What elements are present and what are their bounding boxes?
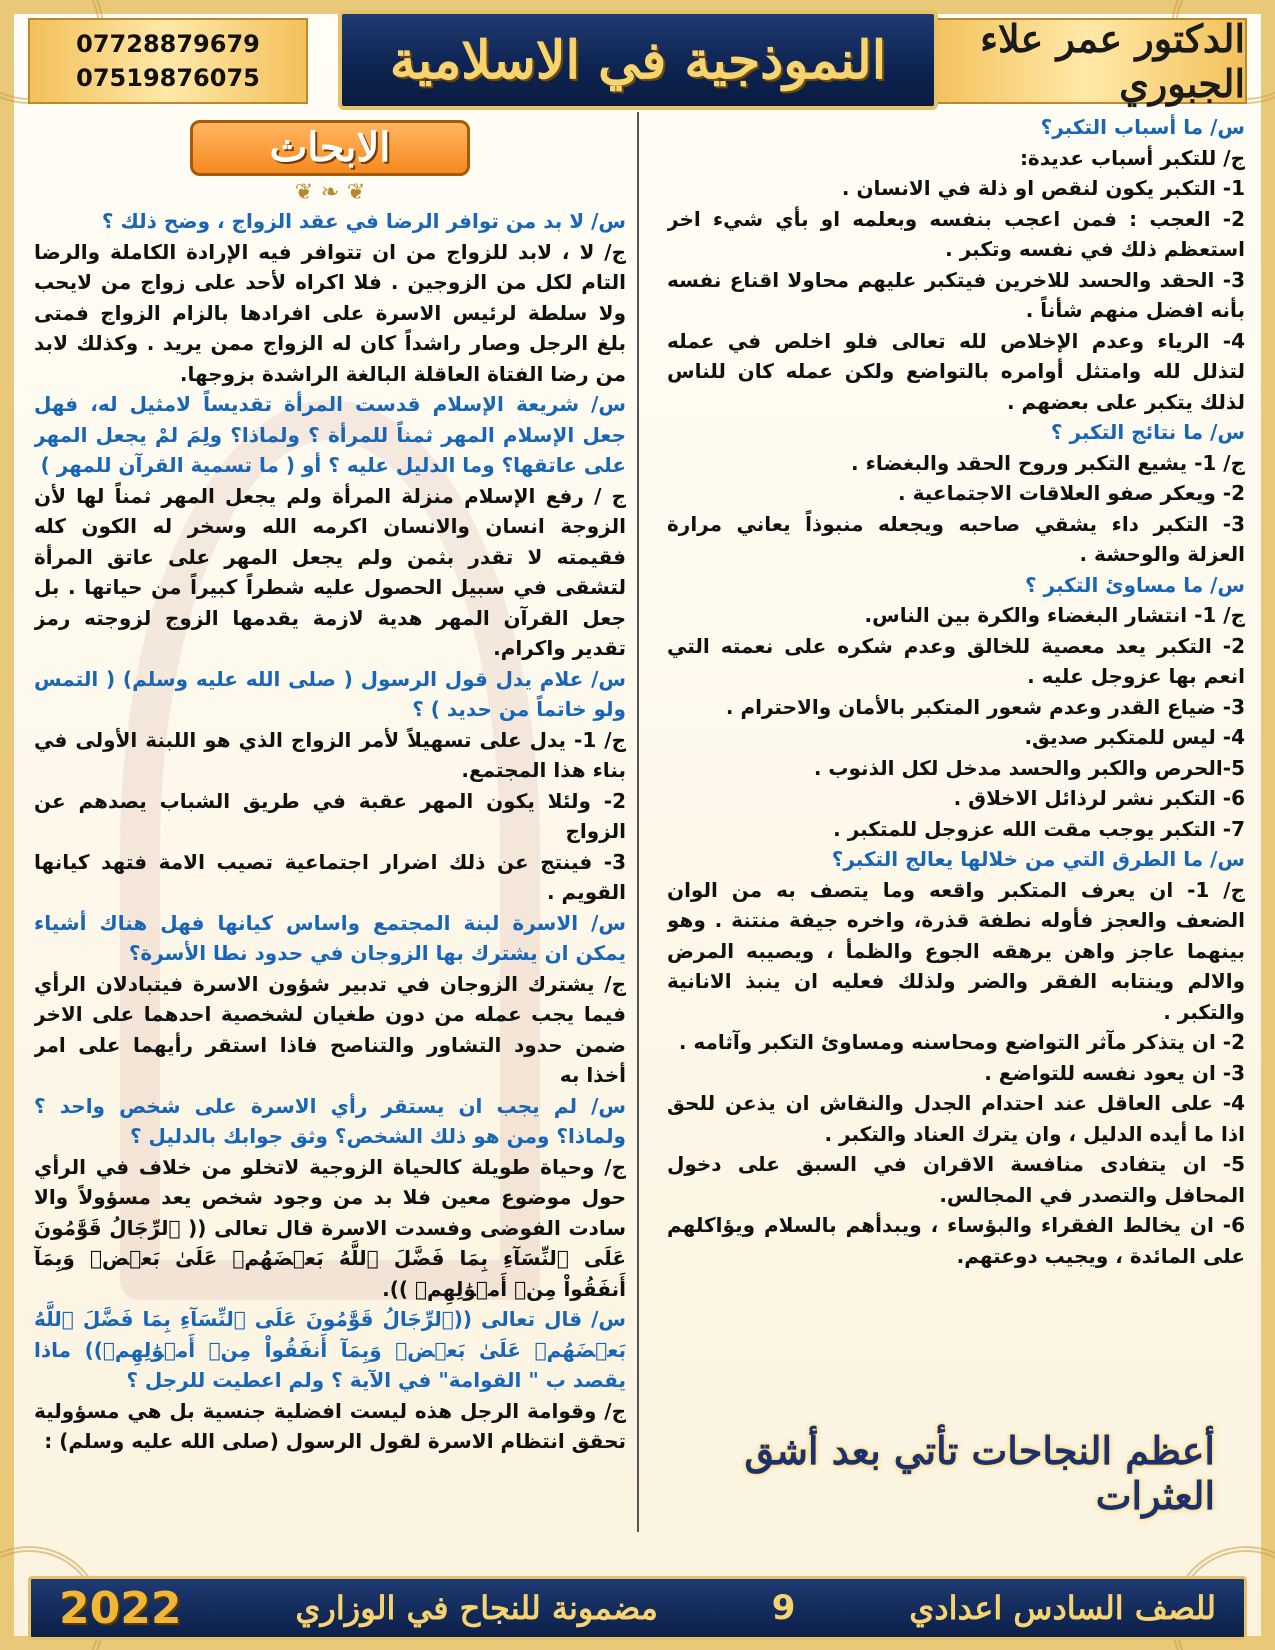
answer-text: ج / رفع الإسلام منزلة المرأة ولم يجعل المهر ثمناً لها لأن الزوجة انسان والانسان اكرمه الله وسخر له الكون كله فقيمته لا تقدر بثمن ولم يجعل المهر على عاتق المرأة لتشقى في سبيل الحصول عليه شطراً كبيراً من حياتها . بل جعل القرآن المهر هدية لازمة يقدمها الزوج لزوجته رمز تقدير واكرام.	[34, 483, 626, 660]
answer-text: ج/ يشترك الزوجان في تدبير شؤون الاسرة فيتبادلان الرأي فيما يجب عمله من دون طغيان لشخصية احدهما على الاخر ضمن حدود التشاور والتناصح فاذا استقر رأيهما على امر أخذا به	[34, 971, 626, 1087]
answer-text: 2- ولئلا يكون المهر عقبة في طريق الشباب يصدهم عن الزواج	[34, 788, 626, 843]
page-header	[28, 10, 1247, 110]
footer-year: 2022	[59, 1582, 182, 1634]
section-title: الابحاث	[269, 123, 391, 171]
left-items	[34, 206, 626, 1457]
phone-banner	[28, 18, 308, 104]
question-text: س/ شريعة الإسلام قدست المرأة تقديساً لامثيل له، فهل جعل الإسلام المهر ثمناً للمرأة ؟ ولماذا؟ ولِمَ لمْ يجعل المهر على عاتقها؟ وما الدليل عليه ؟ أو ( ما تسمية القرآن للمهر )	[34, 392, 626, 477]
answer-text: 1- التكبر يكون لنقص او ذلة في الانسان .	[841, 176, 1245, 200]
answer-text: 5-الحرص والكبر والحسد مدخل لكل الذنوب .	[813, 755, 1245, 780]
footer-grade: للصف السادس اعدادي	[909, 1589, 1216, 1627]
answer-text: ج/ 1- انتشار البغضاء والكرة بين الناس.	[864, 603, 1245, 627]
column-divider	[637, 112, 639, 1532]
answer-text: 4- الرياء وعدم الإخلاص لله تعالى فلو اخلص في عمله لتذلل لله وامتثل أوامره بالتواضع ولكن عمله كان للناس لذلك يتكبر على بعضهم .	[667, 328, 1245, 414]
question-text: س/ الاسرة لبنة المجتمع واساس كيانها فهل هناك أشياء يمكن ان يشترك بها الزوجان في حدود نطا الأسرة؟	[34, 910, 626, 965]
answer-text: 6- التكبر نشر لرذائل الاخلاق .	[953, 786, 1245, 810]
phone-number: 07519876075	[76, 64, 260, 92]
answer-text: 3- ان يعود نفسه للتواضع .	[984, 1060, 1245, 1085]
answer-text: 2- التكبر يعد معصية للخالق وعدم شكره على نعمته التي انعم بها عزوجل عليه .	[667, 633, 1245, 688]
question-text: س/ قال تعالى ((ٱلرِّجَالُ قَوَّٰمُونَ عَلَى ٱلنِّسَآءِ بِمَا فَضَّلَ ٱللَّهُ بَعۡضَهُمۡ عَلَىٰ بَعۡضٖ وَبِمَآ أَنفَقُواْ مِنۡ أَمۡوَٰلِهِمۡ)) ماذا يقصد ب " القوامة" في الآية ؟ ولم اعطيت للرجل ؟	[34, 1307, 626, 1392]
answer-text: ج/ 1- يشيع التكبر وروح الحقد والبغضاء .	[851, 450, 1245, 475]
answer-text: 4- على العاقل عند احتدام الجدل والنقاش ان يذعن للحق اذا ما أيده الدليل ، وان يترك العناد والتكبر .	[667, 1091, 1245, 1146]
author-banner	[927, 18, 1247, 104]
answer-text: 2- ان يتذكر مآثر التواضع ومحاسنه ومساوئ التكبر وآثامه .	[678, 1030, 1245, 1054]
right-column	[667, 112, 1245, 1552]
author-name: الدكتور عمر علاء الجبوري	[980, 16, 1245, 106]
question-text: س/ لم يجب ان يستقر رأي الاسرة على شخص واحد ؟ ولماذا؟ ومن هو ذلك الشخص؟ وثق جوابك بالدليل ؟	[34, 1093, 626, 1148]
answer-text: 5- ان يتفادى منافسة الاقران في السبق على دخول المحافل والتصدر في المجالس.	[667, 1152, 1245, 1207]
answer-text: ج/ 1- ان يعرف المتكبر واقعه وما يتصف به من الوان الضعف والعجز فأوله نطفة قذرة، واخره جيفة منتنة . وهو بينهما عاجز واهن يرهقه الجوع والظمأ ، ويصيبه المرض والالم وينتابه الفقر والضر ولذلك فعليه ان ينبذ الانانية والتكبر .	[667, 877, 1245, 1024]
motivational-quote	[655, 1428, 1215, 1518]
answer-text: 7- التكبر يوجب مقت الله عزوجل للمتكبر .	[833, 816, 1245, 841]
answer-text: ج/ لا ، لابد للزواج من ان تتوافر فيه الإرادة الكاملة والرضا التام لكل من الزوجين . فلا اكراه لأحد على زواج من لايحب ولا سلطة لرئيس الاسرة على افرادها بالزام الزواج فمتى بلغ الرجل وصار راشداً كان له الزواج ممن يريد . وكذلك لابد من رضا الفتاة العاقلة البالغة الراشدة بزوجها.	[34, 239, 626, 386]
page-number: 9	[771, 1588, 796, 1628]
answer-text: 3- الحقد والحسد للاخرين فيتكبر عليهم محاولا اقناع نفسه بأنه افضل منهم شأناً .	[667, 267, 1245, 322]
answer-text: ج/ 1- يدل على تسهيلاً لأمر الزواج الذي هو اللبنة الأولى في بناء هذا المجتمع.	[34, 727, 626, 782]
answer-text: 4- ليس للمتكبر صديق.	[1024, 725, 1245, 749]
left-column	[34, 112, 626, 1552]
footer-slogan: مضمونة للنجاح في الوزاري	[295, 1589, 658, 1627]
answer-text: 3- التكبر داء يشقي صاحبه ويجعله منبوذاً يعاني مرارة العزلة والوحشة .	[667, 511, 1245, 566]
question-text: س/ ما نتائج التكبر ؟	[1050, 420, 1245, 444]
section-badge	[190, 120, 470, 176]
answer-text: 2- ويعكر صفو العلاقات الاجتماعية .	[898, 481, 1245, 505]
answer-text: 6- ان يخالط الفقراء والبؤساء ، ويبدأهم بالسلام ويؤاكلهم على المائدة ، ويجيب دوعتهم.	[667, 1213, 1245, 1268]
question-text: س/ لا بد من توافر الرضا في عقد الزواج ، وضح ذلك ؟	[101, 209, 626, 233]
answer-text: ج/ للتكبر أسباب عديدة:	[1019, 145, 1245, 170]
page-title: النموذجية في الاسلامية	[389, 29, 887, 91]
question-text: س/ ما أسباب التكبر؟	[1040, 115, 1245, 139]
answer-text: 3- فينتج عن ذلك اضرار اجتماعية تصيب الامة فتهد كيانها القويم .	[34, 849, 626, 904]
question-text: س/ ما مساوئ التكبر ؟	[1024, 572, 1245, 597]
page-footer	[28, 1576, 1247, 1640]
ornament-divider: ❦ ❧ ❦	[294, 180, 366, 205]
answer-text: ج/ وحياة طويلة كالحياة الزوجية لاتخلو من خلاف في الرأي حول موضوع معين فلا بد من وجود شخص يعد مسؤولاً والا سادت الفوضى وفسدت الاسرة قال تعالى (( ٱلرِّجَالُ قَوَّٰمُونَ عَلَى ٱلنِّسَآءِ بِمَا فَضَّلَ ٱللَّهُ بَعۡضَهُمۡ عَلَىٰ بَعۡضٖ وَبِمَآ أَنفَقُواْ مِنۡ أَمۡوَٰلِهِمۡ )).	[34, 1154, 626, 1301]
question-text: س/ ما الطرق التي من خلالها يعالج التكبر؟	[831, 847, 1245, 871]
question-text: س/ علام يدل قول الرسول ( صلى الله عليه وسلم) ( التمس ولو خاتماً من حديد ) ؟	[34, 666, 626, 721]
answer-text: 2- العجب : فمن اعجب بنفسه وبعلمه او بأي شيء اخر استعظم ذلك في نفسه وتكبر .	[667, 206, 1245, 261]
answer-text: 3- ضياع القدر وعدم شعور المتكبر بالأمان والاحترام .	[725, 694, 1245, 719]
quote-text: أعظم النجاحات تأتي بعد أشق العثرات	[744, 1428, 1215, 1518]
title-banner	[338, 10, 938, 110]
phone-number: 07728879679	[76, 30, 260, 58]
answer-text: ج/ وقوامة الرجل هذه ليست افضلية جنسية بل هي مسؤولية تحقق انتظام الاسرة لقول الرسول (صلى الله عليه وسلم) :	[34, 1398, 626, 1453]
